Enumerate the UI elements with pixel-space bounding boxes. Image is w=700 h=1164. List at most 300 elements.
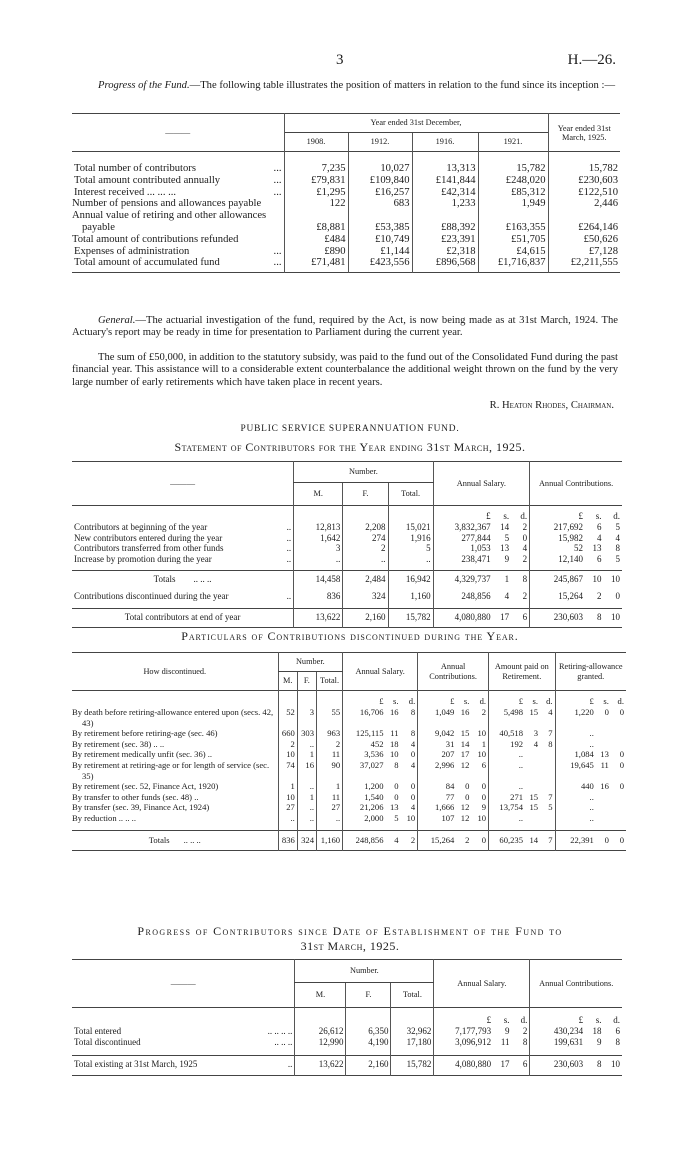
row-label-text: Number of pensions and allowances payable xyxy=(72,198,262,210)
value-cell: £896,568 xyxy=(412,257,478,269)
female-count: 4,190 xyxy=(346,1037,391,1048)
pence-cell: 5 xyxy=(615,553,620,564)
value-cell: 10,027 xyxy=(348,163,412,175)
table-row xyxy=(72,608,622,628)
pounds-cell: 125,115 xyxy=(343,728,386,739)
value-cell: £79,831 xyxy=(284,175,348,187)
shillings-cell: 2 xyxy=(596,590,602,601)
pounds-cell: 452 xyxy=(343,739,386,750)
pence-cell: 8 xyxy=(522,1036,528,1047)
shillings-cell: 11 xyxy=(500,1036,510,1047)
pounds-cell: 52 xyxy=(530,543,585,554)
value-cell: £23,391 xyxy=(412,234,478,246)
progress-year-head: 1912. xyxy=(348,133,412,152)
pounds-cell: 13,754 xyxy=(489,802,525,813)
shillings-cell: 16 xyxy=(600,781,609,792)
value-cell: £109,840 xyxy=(348,175,412,187)
pence-cell: 0 xyxy=(410,749,416,760)
shillings-cell: 6 xyxy=(596,553,602,564)
row-label xyxy=(72,830,278,851)
total-count: 1,916 xyxy=(388,533,433,544)
pounds-cell: 2,000 xyxy=(343,813,386,824)
row-label-text: Totals xyxy=(148,834,170,845)
pounds-cell: 440 xyxy=(555,781,596,792)
row-label-text: Contributions discontinued during the year xyxy=(74,590,229,601)
value-cell: 122 xyxy=(284,198,348,210)
progress-contrib-f-head: F. xyxy=(346,983,391,1008)
shillings-cell: 12 xyxy=(460,802,470,813)
count-cell: 660 xyxy=(278,728,297,739)
female-count: .. xyxy=(343,554,388,565)
value-cell: £484 xyxy=(284,234,348,246)
unit-label: d. xyxy=(479,696,487,707)
pounds-cell: 1,053 xyxy=(433,543,493,554)
shillings-cell: 8 xyxy=(597,1059,602,1070)
value-cell: 1,233 xyxy=(412,198,478,210)
leader-dots: ... xyxy=(273,186,282,198)
total-count: 15,021 xyxy=(388,522,433,533)
total-count: 5 xyxy=(388,543,433,554)
table-row xyxy=(72,246,620,258)
count-cell: 2 xyxy=(278,739,297,750)
count-cell: .. xyxy=(297,813,316,824)
row-label xyxy=(72,1056,295,1076)
table-row xyxy=(72,257,620,269)
male-count: .. xyxy=(294,554,343,565)
table-row xyxy=(72,792,626,803)
value-cell: £2,318 xyxy=(412,246,478,258)
value-cell: £423,556 xyxy=(348,257,412,269)
row-label-text: By reduction .. .. .. xyxy=(72,812,136,823)
table-row xyxy=(72,554,622,565)
shillings-cell: 9 xyxy=(505,1026,510,1036)
count-cell: 1,160 xyxy=(316,830,342,851)
row-label xyxy=(72,792,278,803)
progress-contrib-corner: ——— xyxy=(170,978,196,988)
row-label xyxy=(72,1026,295,1037)
pounds-cell: .. xyxy=(489,749,525,760)
value-cell: £16,257 xyxy=(348,187,412,199)
male-count: 26,612 xyxy=(295,1026,346,1037)
male-count: 13,622 xyxy=(295,1056,346,1076)
count-cell: 11 xyxy=(316,749,342,760)
value-cell: £50,626 xyxy=(548,234,620,246)
unit-label: d. xyxy=(520,1015,528,1026)
total-count: 16,942 xyxy=(388,571,433,591)
leader-dots: .. .. .. xyxy=(193,574,212,585)
pence-cell: 0 xyxy=(619,759,624,770)
progress-contrib-number-head: Number. xyxy=(295,960,434,983)
shillings-cell: 9 xyxy=(597,1036,602,1047)
pence-cell: 10 xyxy=(611,611,620,622)
pence-cell: 0 xyxy=(619,781,624,792)
shillings-cell: 8 xyxy=(394,759,399,770)
unit-label: £ xyxy=(343,691,386,708)
unit-label: d. xyxy=(520,511,528,522)
male-count: 836 xyxy=(294,591,343,608)
pounds-cell: 15,264 xyxy=(530,591,585,608)
shillings-cell: 2 xyxy=(465,834,470,845)
count-cell: 10 xyxy=(278,792,297,803)
row-label xyxy=(72,257,284,269)
pence-cell: 6 xyxy=(522,1059,528,1070)
particulars-total-head: Total. xyxy=(316,672,342,691)
pence-cell xyxy=(611,802,626,813)
female-count: 274 xyxy=(343,533,388,544)
leader-dots: ... xyxy=(273,174,282,186)
general-lead: General. xyxy=(98,315,136,326)
pounds-cell: 1,666 xyxy=(418,802,457,813)
shillings-cell: 12 xyxy=(460,812,470,823)
unit-label: d. xyxy=(617,696,624,707)
pence-cell: 2 xyxy=(522,553,528,564)
pounds-cell: 207 xyxy=(418,749,457,760)
row-label-text: By retirement before retiring-age (sec. 46) xyxy=(72,728,218,739)
value-cell: £8,881 xyxy=(284,210,348,234)
general-text: —The actuarial investigation of the fund, required by the Act, is now being made as at 31st March, 1924. The Actuary's report may be ready in time for presentation to Parliament during the current year. xyxy=(72,315,618,339)
leader-dots: .. xyxy=(286,532,292,543)
row-label-text: By retirement (sec. 38) .. .. xyxy=(72,738,165,749)
shillings-cell: 0 xyxy=(465,781,470,792)
pence-cell xyxy=(611,739,626,750)
row-label-text: Interest received ... ... ... xyxy=(74,186,177,198)
particulars-contrib-head: Annual Contributions. xyxy=(418,653,489,691)
table-row xyxy=(72,707,626,728)
female-count: 324 xyxy=(343,591,388,608)
pence-cell: 10 xyxy=(477,812,487,823)
count-cell: .. xyxy=(297,802,316,813)
pence-cell xyxy=(540,781,555,792)
count-cell: 11 xyxy=(316,792,342,803)
pence-cell: 8 xyxy=(522,574,528,585)
value-cell: 683 xyxy=(348,198,412,210)
value-cell: £141,844 xyxy=(412,175,478,187)
unit-label: d. xyxy=(613,511,620,522)
pence-cell: 10 xyxy=(611,574,620,585)
shillings-cell: 18 xyxy=(389,738,399,749)
leader-dots: .. xyxy=(286,522,292,532)
unit-label: s. xyxy=(503,511,510,522)
particulars-salary-head: Annual Salary. xyxy=(343,653,418,691)
pence-cell: 4 xyxy=(410,802,416,813)
pence-cell: 2 xyxy=(410,834,416,845)
unit-label: £ xyxy=(530,1008,585,1027)
unit-label: s. xyxy=(595,1015,602,1026)
shillings-cell: 0 xyxy=(394,781,399,792)
leader-dots: .. .. .. xyxy=(274,1036,293,1047)
female-count: 2,160 xyxy=(346,1056,391,1076)
shillings-cell: 5 xyxy=(394,812,399,823)
shillings-cell: 10 xyxy=(592,574,602,585)
unit-label: £ xyxy=(418,691,457,708)
pence-cell: 0 xyxy=(410,781,416,792)
pence-cell: 0 xyxy=(619,707,624,717)
pounds-cell: .. xyxy=(489,781,525,792)
count-cell: 2 xyxy=(316,739,342,750)
female-count: 6,350 xyxy=(346,1026,391,1037)
count-cell: 27 xyxy=(278,802,297,813)
row-label-text: Total contributors at end of year xyxy=(124,611,241,622)
row-label xyxy=(72,198,284,210)
progress-contrib-salary-head: Annual Salary. xyxy=(434,960,530,1008)
table-row xyxy=(72,591,622,608)
value-cell: £10,749 xyxy=(348,234,412,246)
statement-m-head: M. xyxy=(294,483,343,506)
pence-cell: 0 xyxy=(481,781,487,792)
table-row xyxy=(72,760,626,781)
shillings-cell: 16 xyxy=(460,707,470,717)
count-cell: 90 xyxy=(316,760,342,781)
particulars-number-head: Number. xyxy=(278,653,343,672)
progress-contrib-title: Progress of Contributors since Date of Establishment of the Fund to xyxy=(137,924,563,938)
pounds-cell: 107 xyxy=(418,813,457,824)
particulars-f-head: F. xyxy=(297,672,316,691)
count-cell: 55 xyxy=(316,707,342,728)
pence-cell: 5 xyxy=(548,802,553,813)
count-cell: 303 xyxy=(297,728,316,739)
pounds-cell: .. xyxy=(555,728,596,739)
shillings-cell: 4 xyxy=(394,834,399,845)
pounds-cell: 16,706 xyxy=(343,707,386,728)
shillings-cell: 18 xyxy=(592,1026,602,1036)
pence-cell: 9 xyxy=(481,802,487,813)
pence-cell: 8 xyxy=(615,1036,620,1047)
value-cell: £51,705 xyxy=(478,234,548,246)
count-cell: 74 xyxy=(278,760,297,781)
shillings-cell xyxy=(596,792,611,803)
unit-label: d. xyxy=(408,696,416,707)
unit-label: s. xyxy=(463,696,470,707)
row-label xyxy=(72,781,278,792)
table-row xyxy=(72,210,620,234)
male-count: 14,458 xyxy=(294,571,343,591)
pounds-cell: 60,235 xyxy=(489,830,525,851)
shillings-cell: 13 xyxy=(592,543,602,554)
count-cell: 27 xyxy=(316,802,342,813)
female-count: 2 xyxy=(343,543,388,554)
pounds-cell: 4,329,737 xyxy=(433,571,493,591)
statement-number-head: Number. xyxy=(294,462,434,483)
table-row xyxy=(72,1026,622,1037)
pounds-cell: 430,234 xyxy=(530,1026,585,1037)
shillings-cell: 4 xyxy=(504,590,510,601)
progress-group-head: Year ended 31st December, xyxy=(284,114,548,133)
pounds-cell: 4,080,880 xyxy=(434,1056,493,1076)
male-count: 12,813 xyxy=(294,522,343,533)
particulars-title: Particulars of Contributions discontinued during the Year. xyxy=(181,629,519,643)
shillings-cell: 13 xyxy=(600,749,609,760)
pence-cell: 7 xyxy=(548,834,553,845)
value-cell: £1,295 xyxy=(284,187,348,199)
pence-cell: 2 xyxy=(481,707,487,717)
pence-cell: 7 xyxy=(548,728,553,739)
shillings-cell: 16 xyxy=(389,707,399,717)
particulars-table xyxy=(72,652,626,851)
pounds-cell: 192 xyxy=(489,739,525,750)
table-row xyxy=(72,187,620,199)
value-cell: £248,020 xyxy=(478,175,548,187)
pounds-cell: 3,536 xyxy=(343,749,386,760)
female-count: 2,484 xyxy=(343,571,388,591)
row-label xyxy=(72,707,278,728)
pence-cell: 0 xyxy=(615,590,620,601)
progress-contrib-m-head: M. xyxy=(295,983,346,1008)
row-label xyxy=(72,210,284,234)
pence-cell: 6 xyxy=(522,611,528,622)
row-label xyxy=(72,739,278,750)
table-row xyxy=(72,522,622,533)
shillings-cell: 17 xyxy=(500,611,510,622)
pence-cell: 5 xyxy=(615,522,620,532)
total-count: 1,160 xyxy=(388,591,433,608)
unit-label: £ xyxy=(555,691,596,708)
page-number: 3 xyxy=(336,52,344,68)
pounds-cell: 7,177,793 xyxy=(434,1026,493,1037)
value-cell: 2,446 xyxy=(548,198,620,210)
pounds-cell: .. xyxy=(555,739,596,750)
pence-cell xyxy=(540,749,555,760)
row-label-text: By death before retiring-allowance entered upon (secs. 42, 43) xyxy=(72,707,274,728)
pence-cell: 0 xyxy=(619,834,624,845)
table-row xyxy=(72,749,626,760)
shillings-cell: 0 xyxy=(604,834,609,845)
value-cell: £71,481 xyxy=(284,257,348,269)
document-reference: H.—26. xyxy=(567,52,616,68)
pounds-cell: 19,645 xyxy=(555,760,596,781)
pence-cell: 10 xyxy=(611,1059,620,1070)
table-row xyxy=(72,163,620,175)
pounds-cell: .. xyxy=(489,813,525,824)
leader-dots: .. xyxy=(286,543,292,554)
count-cell: 3 xyxy=(297,707,316,728)
shillings-cell: 5 xyxy=(504,532,510,543)
unit-label: s. xyxy=(603,696,609,707)
unit-label: d. xyxy=(613,1015,620,1026)
table-row xyxy=(72,234,620,246)
pence-cell: 4 xyxy=(615,532,620,543)
row-label xyxy=(72,1037,295,1048)
progress-contrib-title-date: 31st March, 1925. xyxy=(300,939,400,953)
pence-cell xyxy=(611,728,626,739)
shillings-cell: 13 xyxy=(500,543,510,554)
pence-cell: 10 xyxy=(406,812,416,823)
total-count: 15,782 xyxy=(388,608,433,628)
pence-cell: 8 xyxy=(548,738,553,749)
pence-cell: 10 xyxy=(477,749,487,760)
progress-contrib-contrib-head: Annual Contributions. xyxy=(530,960,622,1008)
shillings-cell: 0 xyxy=(394,791,399,802)
shillings-cell: 15 xyxy=(529,791,539,802)
pounds-cell: 245,867 xyxy=(530,571,585,591)
table-row xyxy=(72,175,620,187)
subsidy-paragraph: The sum of £50,000, in addition to the statutory subsidy, was paid to the fund out of the Consolidated Fund during the past financial year. This assistance will to a considerable extent counterbalance the additional weight thrown on the fund by the very large number of early retirements which have taken place in recent years. xyxy=(72,352,618,388)
pence-cell: 8 xyxy=(410,728,416,739)
shillings-cell: 1 xyxy=(504,574,510,585)
row-label-text: Contributors at beginning of the year xyxy=(74,522,208,532)
count-cell: 1 xyxy=(297,792,316,803)
statement-table xyxy=(72,461,622,628)
row-label-text: Total amount of contributions refunded xyxy=(72,233,239,245)
pence-cell: 8 xyxy=(615,543,620,554)
row-label-text: By transfer to other funds (sec. 48) .. xyxy=(72,791,199,802)
pounds-cell: 15,264 xyxy=(418,830,457,851)
pence-cell: 0 xyxy=(481,791,487,802)
pence-cell xyxy=(611,813,626,824)
count-cell: .. xyxy=(297,781,316,792)
progress-lead: Progress of the Fund. xyxy=(98,80,190,91)
shillings-cell xyxy=(525,781,540,792)
count-cell: 963 xyxy=(316,728,342,739)
female-count: 2,208 xyxy=(343,522,388,533)
pence-cell xyxy=(540,760,555,781)
value-cell: £53,385 xyxy=(348,210,412,234)
shillings-cell: 11 xyxy=(390,728,399,739)
pounds-cell: 271 xyxy=(489,792,525,803)
shillings-cell: 17 xyxy=(460,749,470,760)
row-label xyxy=(72,187,284,199)
progress-year-head: 1916. xyxy=(412,133,478,152)
pence-cell: 0 xyxy=(481,834,487,845)
pence-cell: 4 xyxy=(548,707,553,717)
table-row xyxy=(72,781,626,792)
progress-contrib-total-head: Total. xyxy=(391,983,434,1008)
row-label xyxy=(72,813,278,824)
pounds-cell: 40,518 xyxy=(489,728,525,739)
particulars-retire-head: Amount paid on Retirement. xyxy=(489,653,556,691)
table-row xyxy=(72,830,626,851)
count-cell: 52 xyxy=(278,707,297,728)
pounds-cell: .. xyxy=(555,813,596,824)
pounds-cell: 9,042 xyxy=(418,728,457,739)
progress-contrib-table xyxy=(72,959,622,1076)
leader-dots: .. xyxy=(286,553,292,564)
row-label-text: By transfer (sec. 39, Finance Act, 1924) xyxy=(72,802,210,813)
count-cell: 1 xyxy=(297,749,316,760)
leader-dots: .. xyxy=(286,590,292,601)
pounds-cell: 1,049 xyxy=(418,707,457,728)
count-cell: 836 xyxy=(278,830,297,851)
shillings-cell: 15 xyxy=(529,802,539,813)
row-label-text: Total number of contributors xyxy=(74,163,196,174)
value-cell: 1,949 xyxy=(478,198,548,210)
unit-label: s. xyxy=(503,1015,510,1026)
unit-label: s. xyxy=(393,696,399,707)
pounds-cell: 2,996 xyxy=(418,760,457,781)
count-cell: .. xyxy=(297,739,316,750)
pence-cell: 8 xyxy=(410,707,416,717)
statement-title: Statement of Contributors for the Year ending 31st March, 1925. xyxy=(174,440,526,454)
value-cell: £264,146 xyxy=(548,210,620,234)
value-cell: £2,211,555 xyxy=(548,257,620,269)
particulars-how-head: How discontinued. xyxy=(143,666,207,676)
shillings-cell: 4 xyxy=(596,532,602,543)
value-cell: £122,510 xyxy=(548,187,620,199)
shillings-cell: 14 xyxy=(500,522,510,532)
pounds-cell: 5,498 xyxy=(489,707,525,728)
count-cell: 1 xyxy=(278,781,297,792)
value-cell: £85,312 xyxy=(478,187,548,199)
count-cell: .. xyxy=(316,813,342,824)
leader-dots: ... xyxy=(273,163,282,174)
row-label xyxy=(72,728,278,739)
table-row xyxy=(72,533,622,544)
table-row xyxy=(72,739,626,750)
progress-text: —The following table illustrates the position of matters in relation to the fund since its inception :— xyxy=(189,80,616,91)
progress-intro xyxy=(72,80,618,92)
shillings-cell: 12 xyxy=(460,759,470,770)
pounds-cell: 3,096,912 xyxy=(434,1037,493,1048)
pence-cell: 0 xyxy=(522,532,528,543)
